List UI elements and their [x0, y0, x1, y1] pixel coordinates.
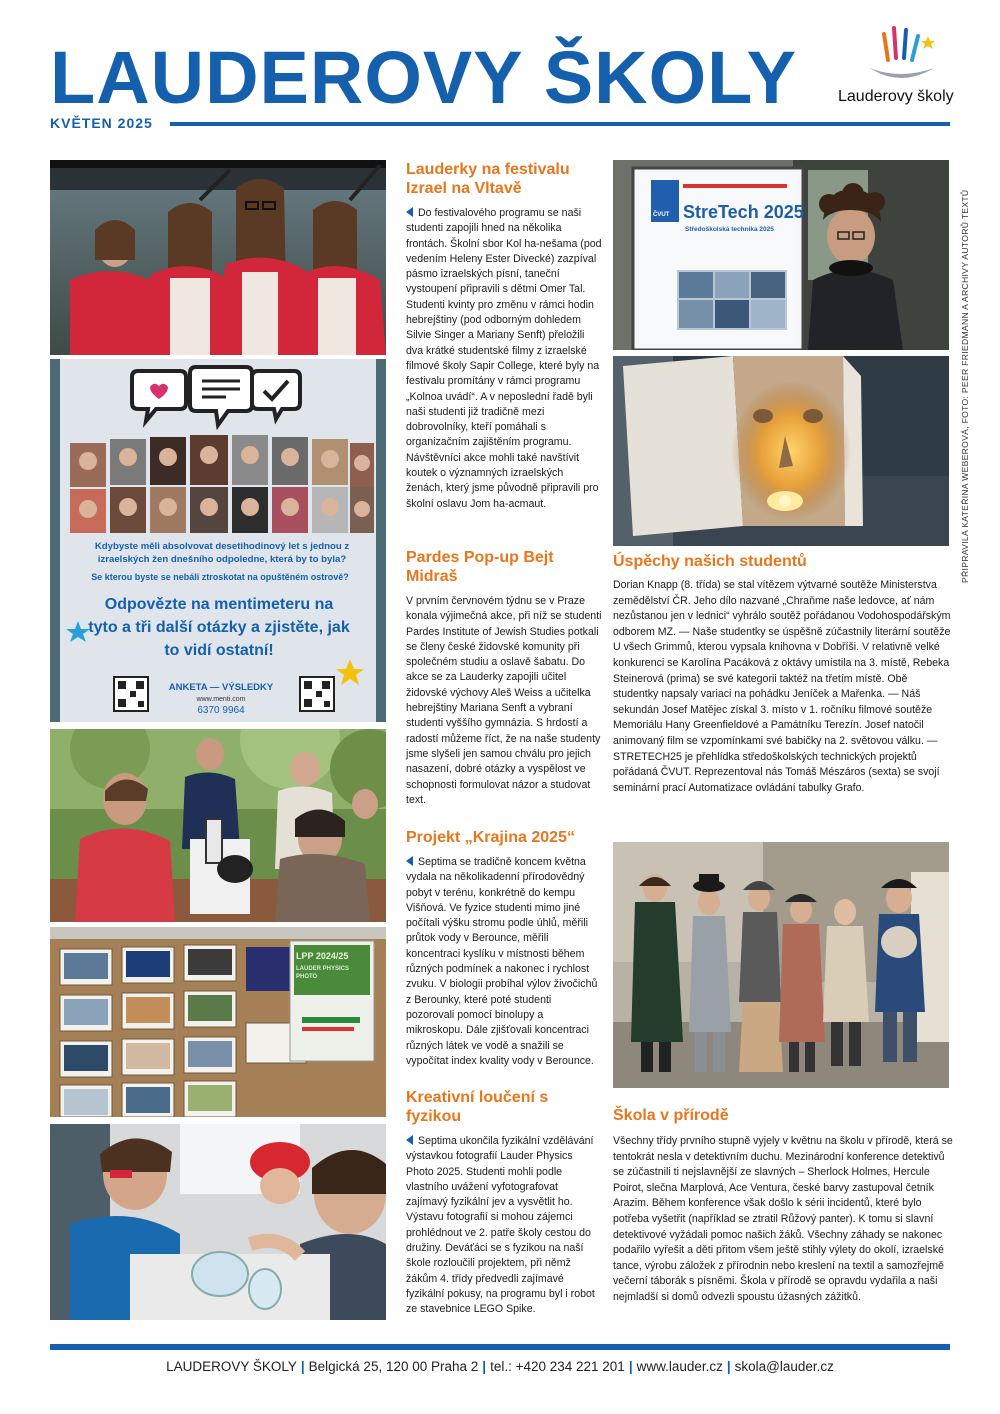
photo-mentimeter-poster	[50, 359, 386, 722]
header-rule	[170, 122, 950, 126]
photo-detectives	[613, 842, 949, 1088]
article-priroda	[613, 1106, 953, 1306]
photo-physics-exhibit	[50, 927, 386, 1117]
footer-phone: tel.: +420 234 221 201	[490, 1359, 625, 1374]
footer-web-link[interactable]: www.lauder.cz	[636, 1359, 723, 1374]
poster-poll-label: ANKETA — VÝSLEDKY	[168, 682, 274, 693]
triangle-marker-icon	[406, 207, 413, 217]
issue-date: KVĚTEN 2025	[50, 115, 153, 131]
footer-separator: |	[300, 1359, 305, 1374]
poster-cta: Odpovězte na mentimeteru na tyto a tři další otázky a zjistěte, jak to vidí ostatní!	[88, 596, 350, 659]
article-pardes-body: V prvním červnovém týdnu se v Praze konala výjimečná akce, při níž se studenti Pardes Institute of Jewish Studies potkali se členy české židovské komunity při společném studiu a oslavě šabatu. Do akce se za Lauderky zapojili učitel židovské výchovy Aleš Weiss a učitelka hebrejštiny Mariana Senft a vybraní studenti vyššího gymnázia. S hrdostí a radostí můžeme říct, že na naše studenty jsme slyšeli jen samou chválu pro jejich nasazení, dobré otázky a vyspělost ve schopnosti formulovat názor a studovat text.	[406, 595, 602, 806]
masthead-title: LAUDEROVY ŠKOLY	[50, 36, 797, 119]
footer-address: Belgická 25, 120 00 Praha 2	[308, 1359, 479, 1374]
poster-site: www.menti.com	[196, 696, 246, 703]
footer-separator: |	[726, 1359, 731, 1374]
article-krajina	[406, 828, 602, 1069]
photo-stretech	[613, 160, 949, 350]
poster-question-1: Kdybyste měli absolvovat desetihodinový let s jednou z izraelských žen dnešního odpoledne, která by to byla?	[94, 541, 350, 565]
article-pardes-headline: Pardes Pop-up Bejt Midraš	[406, 549, 554, 585]
article-uspechy	[613, 552, 953, 796]
poster-question-2: Se kterou byste se nebáli ztroskotat na opuštěném ostrově?	[91, 572, 349, 582]
issue-date-row	[50, 115, 950, 131]
stretech-poster-org: ČVUT	[653, 212, 670, 218]
photo-choir	[50, 160, 386, 355]
article-fyzika-headline: Kreativní loučení s fyzikou	[406, 1089, 549, 1125]
poster-code: 6370 9964	[197, 705, 245, 716]
lauder-logo-icon	[862, 22, 942, 88]
stretech-poster-subtitle: Středoškolská technika 2025	[685, 226, 774, 233]
logo-label: Lauderovy školy	[838, 88, 954, 105]
triangle-marker-icon	[406, 856, 413, 866]
exhibit-card-subtitle: LAUDER PHYSICS PHOTO	[296, 966, 350, 980]
triangle-marker-icon	[406, 1135, 413, 1145]
article-priroda-body: Všechny třídy prvního stupně vyjely v květnu na školu v přírodě, která se tentokrát nesla v detektivním duchu. Mezinárodní konference detektivů se zúčastnili ti nejslavnější ze slavných – Sherlock Holmes, Hercule Poirot, slečna Marplová, Ace Ventura, české barvy zastupoval četník Arazim. Během konference však došlo k sérii incidentů, které bylo potřeba vyšetřit (například se ztratil Růžový panter). K tomu si slavní detektivové vyžádali pomoc našich žáků. Všechny záhady se nakonec podařilo vyřešit a děti přitom všem ještě stihly výlety do okolí, izraelské tance, výrobu záložek z přírodnin nebo kreslení na textil a samozřejmě večerní táborák s písněmi. Škola v přírodě se opravdu vydařila a naši nejmladší si domů odvezli spoustu úžasných zážitků.	[613, 1135, 953, 1303]
footer-rule	[50, 1344, 950, 1350]
footer-separator: |	[628, 1359, 633, 1374]
article-festival-headline: Lauderky na festivalu Izrael na Vltavě	[406, 161, 570, 197]
article-festival	[406, 160, 602, 512]
article-uspechy-headline: Úspěchy našich studentů	[613, 553, 807, 570]
article-krajina-body: Septima se tradičně koncem května vydala na několikadenní přírodovědný pobyt v terénu, konkrétně do kempu Višňová. Ve fyzice studenti mimo jiné počítali výšku stromu podle úhlů, měřili průtok vody v Berounce, měřili koncentraci kyslíku v místnosti během různých podmínek a nakonec i rychlost zvuku. V biologii probíhal výlov živočichů z Berounky, které poté studenti pozorovali pomocí binolupy a mikroskopu. Dále zjišťovali koncentraci různých látek ve vodě a snažili se vypočítat index kvality vody v Berounce.	[406, 856, 598, 1067]
footer	[50, 1359, 950, 1374]
photo-microscope	[50, 729, 386, 922]
footer-separator: |	[482, 1359, 487, 1374]
article-krajina-headline: Projekt „Krajina 2025“	[406, 829, 575, 846]
article-festival-body: Do festivalového programu se naši studenti zapojili hned na několika frontách. Školní sbor Kol ha-nešama (pod vedením Heleny Ester Divecké) zazpíval pásmo izraelských písní, taneční vystoupení připravili s dětmi Omer Tal. Studenti kvinty pro změnu v rámci hodin hebrejštiny (pod odborným dohledem Silvie Singer a Mariany Senft) přeložili dva krátké studentské filmy z izraelské filmové školy Sapir College, které byly na festivalu promítány v rámci programu „Kolnoa uvádí“. A v neposlední řadě byli naši studenti již tradičně mezi dobrovolníky, kteří pomáhali s organizačním zajištěním programu. Návštěvníci akce mohli také navštívit koutek o významných izraelských ženách, který jsme původně připravili pro školní oslavu Jom ha-acmaut.	[406, 207, 602, 510]
photo-kids-experiment	[50, 1124, 386, 1320]
footer-email-link[interactable]: skola@lauder.cz	[734, 1359, 834, 1374]
exhibit-card-title: LPP 2024/25	[296, 951, 349, 961]
article-fyzika	[406, 1088, 602, 1318]
article-priroda-headline: Škola v přírodě	[613, 1107, 729, 1124]
article-fyzika-body: Septima ukončila fyzikální vzdělávání výstavkou fotografií Lauder Physics Photo 2025. Studenti mohli podle vlastního uvážení vyfotografovat zajímavý fyzikální jev a vysvětlit ho. Výstavu fotografií si mohou zájemci prohlédnout ve 2. patře školy cestou do družiny. Deváťáci se s fyzikou na naší škole rozloučili projektem, při němž žákům 4. třídy předvedli zajímavé fyzikální pokusy, na programu byl i robot ze stavebnice LEGO Spike.	[406, 1135, 595, 1316]
photo-sculpture	[613, 356, 949, 546]
article-pardes	[406, 548, 602, 808]
footer-school: LAUDEROVY ŠKOLY	[166, 1359, 297, 1374]
stretech-poster-title: StreTech 2025	[683, 202, 804, 222]
article-uspechy-body: Dorian Knapp (8. třída) se stal vítězem výtvarné soutěže Ministerstva zemědělství ČR. Jeho dílo nazvané „Chraňme naše ledovce, ať nám nezůstanou jen v lednici“ vyhrálo soutěž pořádanou Vodohospodářským odborem MZ. — Naše studentky se úspěšně zúčastnily literární soutěže U všech Grimmů, kterou vypsala knihovna v Dobříši. V relativně velké konkurenci se Karolína Pacáková z oktávy umístila na 3. místě, Rebeka Steinerová (prima) se své kategorii taktéž na třetím místě. Obě studentky napsaly variaci na pohádku Jeníček a Mařenka. — Náš sekundán Josef Matějec získal 3. místo v 1. ročníku filmové soutěže Memoriálu Hany Greenfieldové a Památníku Terezín. Josef natočil animovaný film se vzpomínkami své babičky na 2. světovou válku. — STRETECH25 je přehlídka středoškolských technických projektů pořádaná ČVUT. Reprezentoval nás Tomáš Mészáros (sexta) se svojí seminární prací Automatizace ovládání tabulky Grafo.	[613, 579, 951, 794]
photo-credit: PŘIPRAVILA KATEŘINA WEBEROVÁ, FOTO: PEER FRIEDMANN A ARCHIVY AUTORŮ TEXTŮ	[960, 189, 970, 583]
